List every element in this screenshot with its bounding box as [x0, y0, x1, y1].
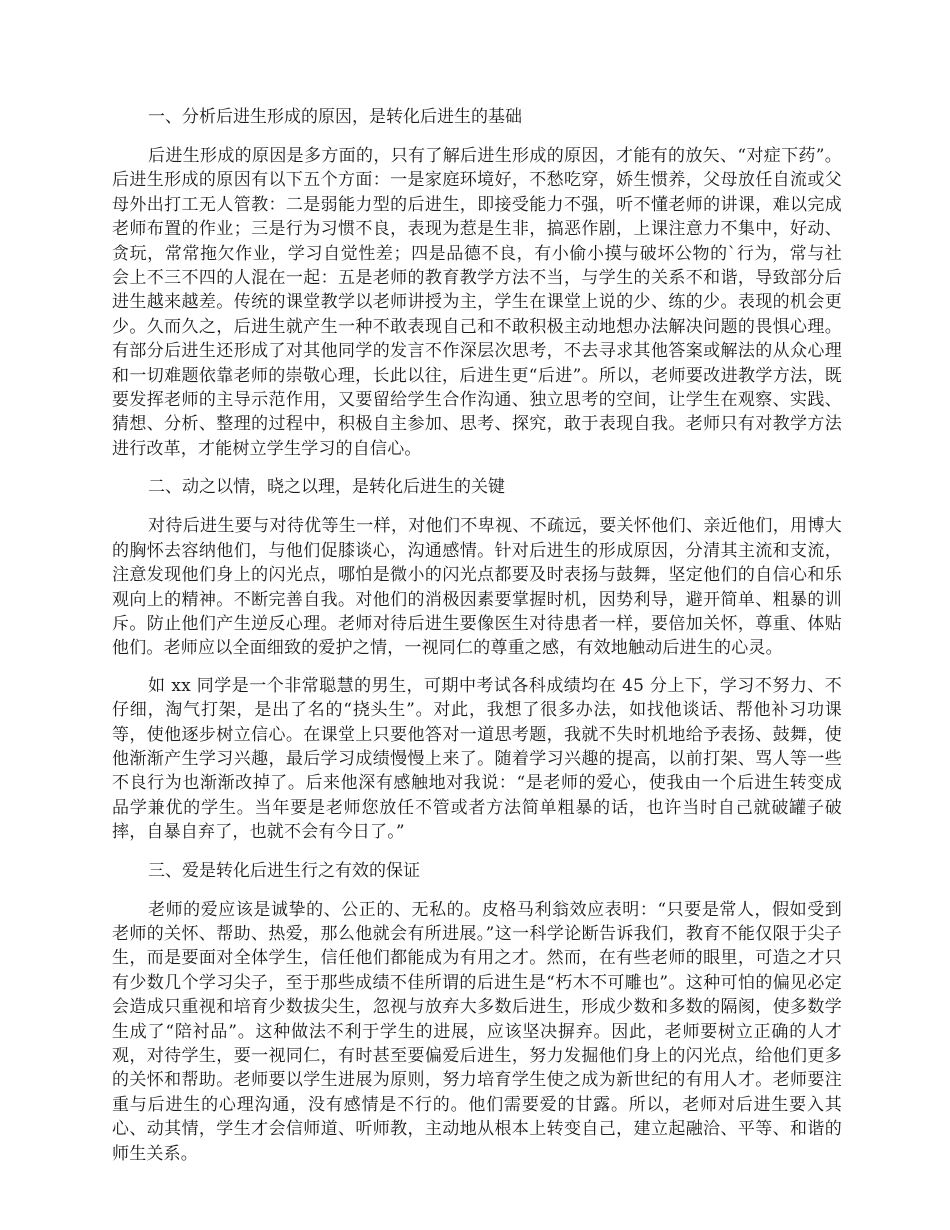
section-1-paragraph-1: 后进生形成的原因是多方面的，只有了解后进生形成的原因，才能有的放矢、“对症下药”。后进生形成的原因有以下五个方面：一是家庭环境好，不愁吃穿，娇生惯养，父母放任自流或父母外出打工无人管教：二是弱能力型的后进生，即接受能力不强，听不懂老师的讲课，难以完成老师布置的作业；三是行为习惯不良，表现为惹是生非，搞恶作剧，上课注意力不集中，好动、贪玩，常常拖欠作业，学习自觉性差；四是品德不良，有小偷小摸与破坏公物的`行为，常与社会上不三不四的人混在一起：五是老师的教育教学方法不当，与学生的关系不和谐，导致部分后进生越来越差。传统的课堂教学以老师讲授为主，学生在课堂上说的少、练的少。表现的机会更少。久而久之，后进生就产生一种不敢表现自己和不敢积极主动地想办法解决问题的畏惧心理。有部分后进生还形成了对其他同学的发言不作深层次思考，不去寻求其他答案或解法的从众心理和一切难题依靠老师的崇敬心理，长此以往，后进生更“后进”。所以，老师要改进教学方法，既要发挥老师的主导示范作用，又要留给学生合作沟通、独立思考的空间，让学生在观察、实践、猜想、分析、整理的过程中，积极自主参加、思考、探究，敢于表现自我。老师只有对教学方法进行改革，才能树立学生学习的自信心。 — [112, 146, 842, 459]
document-page — [112, 104, 842, 1166]
section-2-paragraph-2: 如 xx 同学是一个非常聪慧的男生，可期中考试各科成绩均在 45 分上下，学习不努力、不仔细，淘气打架，是出了名的“挠头生”。对此，我想了很多办法，如找他谈话、帮他补习功课等，使他逐步树立信心。在课堂上只要他答对一道思考题，我就不失时机地给予表扬、鼓舞，使他渐渐产生学习兴趣，最后学习成绩慢慢上来了。随着学习兴趣的提高，以前打架、骂人等一些不良行为也渐渐改掉了。后来他深有感触地对我说：“是老师的爱心，使我由一个后进生转变成品学兼优的学生。当年要是老师您放任不管或者方法简单粗暴的话，也许当时自己就破罐子破摔，自暴自弃了，也就不会有今日了。” — [112, 675, 842, 843]
section-heading-3: 三、爱是转化后进生行之有效的保证 — [148, 860, 420, 881]
section-heading-2: 二、动之以情，晓之以理，是转化后进生的关键 — [148, 477, 505, 498]
section-heading-1: 一、分析后进生形成的原因，是转化后进生的基础 — [148, 107, 522, 127]
section-3-paragraph-1: 老师的爱应该是诚挚的、公正的、无私的。皮格马利翁效应表明：“只要是常人，假如受到老师的关怀、帮助、热爱，那么他就会有所进展。”这一科学论断告诉我们，教育不能仅限于尖子生，而是要面对全体学生，信任他们都能成为有用之才。然而，在有些老师的眼里，可造之才只有少数几个学习尖子，至于那些成绩不佳所谓的后进生是“朽木不可雕也”。这种可怕的偏见必定会造成只重视和培育少数拔尖生，忽视与放弃大多数后进生，形成少数和多数的隔阂，使多数学生成了“陪衬品”。这种做法不利于学生的进展，应该坚决摒弃。因此，老师要树立正确的人才观，对待学生，要一视同仁，有时甚至要偏爱后进生，努力发掘他们身上的闪光点，给他们更多的关怀和帮助。老师要以学生进展为原则，努力培育学生使之成为新世纪的有用人才。老师要注重与后进生的心理沟通，没有感情是不行的。他们需要爱的甘露。所以，老师对后进生要入其心、动其情，学生才会信师道、听师教，主动地从根本上转变自己，建立起融洽、平等、和谐的师生关系。 — [112, 899, 842, 1164]
section-2-paragraph-1: 对待后进生要与对待优等生一样，对他们不卑视、不疏远，要关怀他们、亲近他们，用博大的胸怀去容纳他们，与他们促膝谈心，沟通感情。针对后进生的形成原因，分清其主流和支流，注意发现他们身上的闪光点，哪怕是微小的闪光点都要及时表扬与鼓舞，坚定他们的自信心和乐观向上的精神。不断完善自我。对他们的消极因素要掌握时机，因势利导，避开简单、粗暴的训斥。防止他们产生逆反心理。老师对待后进生要像医生对待患者一样，要倍加关怀，尊重、体贴他们。老师应以全面细致的爱护之情，一视同仁的尊重之感，有效地触动后进生的心灵。 — [112, 516, 842, 659]
